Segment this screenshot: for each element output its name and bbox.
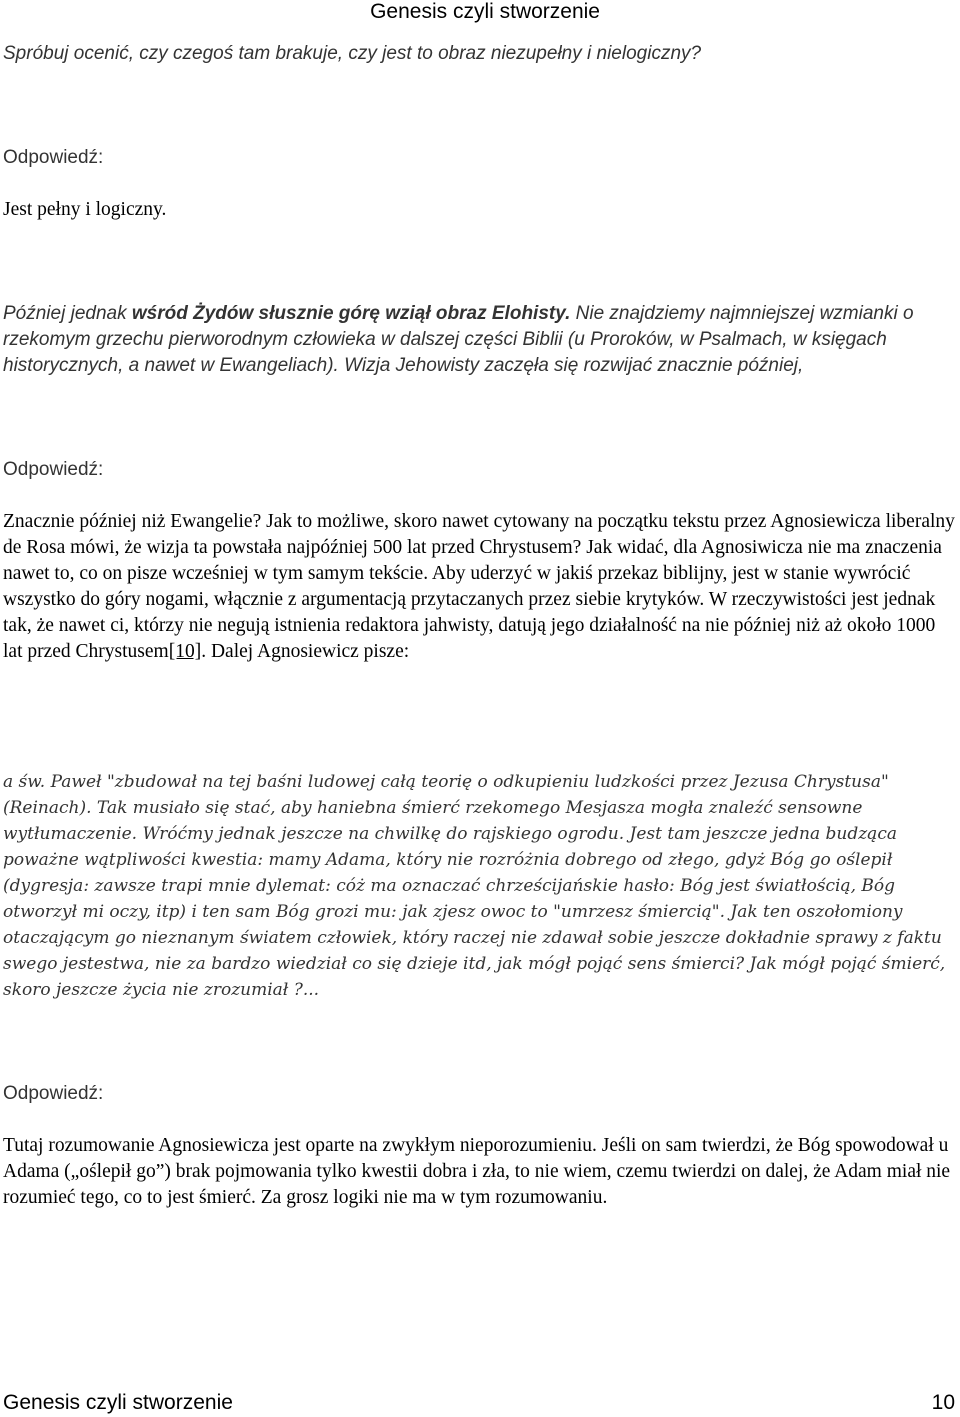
quote-2-rest: Nie znajdziemy najmniejszej wzmianki o rzekomym grzechu pierworodnym człowieka w dalszej części Biblii (u Proroków, w Psalmach, w księgach historycznych, a nawet w Ewangeliach). Wizja Jehowisty zaczęła się rozwijać znacznie później, — [3, 303, 914, 376]
answer-label-1: Odpowiedź: — [3, 147, 104, 168]
quote-2 — [3, 301, 955, 379]
answer-3: Tutaj rozumowanie Agnosiewicza jest oparte na zwykłym nieporozumieniu. Jeśli on sam twierdzi, że Bóg spowodował u Adama („oślepił go”) brak pojmowania tylko kwestii dobra i zła, to nie wiem, czemu twierdzi on dalej, że Adam miał nie rozumieć tego, co to jest śmierć. Za grosz logiki nie ma w tym rozumowaniu. — [3, 1135, 951, 1208]
page-header — [0, 0, 960, 24]
quote-2-lead: Później jednak — [3, 303, 132, 324]
quote-1: Spróbuj ocenić, czy czegoś tam brakuje, czy jest to obraz niezupełny i nielogiczny? — [3, 43, 702, 64]
answer-1: Jest pełny i logiczny. — [3, 199, 167, 220]
answer-2-tail: . Dalej Agnosiewicz pisze: — [201, 641, 410, 662]
footnote-link[interactable]: [10] — [168, 641, 202, 662]
answer-2-text: Znacznie później niż Ewangelie? Jak to możliwe, skoro nawet cytowany na początku tekstu przez Agnosiewicza liberalny de Rosa mówi, że wizja ta powstała najpóźniej 500 lat przed Chrystusem? Jak widać, dla Agnosiwicza nie ma znaczenia nawet to, co on pisze wcześniej w tym samym tekście. Aby uderzyć w jakiś przekaz biblijny, jest w stanie wywrócić wszystko do góry nogami, włącznie z argumentacją przytaczanych przez siebie krytyków. W rzeczywistości jest jednak tak, że nawet ci, którzy nie negują istnienia redaktora jahwisty, datują jego działalność na nie później niż aż około 1000 lat przed Chrystusem — [3, 511, 955, 662]
quote-2-bold: wśród Żydów słusznie górę wziął obraz Elohisty. — [131, 303, 571, 324]
answer-label-3: Odpowiedź: — [3, 1083, 104, 1104]
page-number: 10 — [931, 1391, 955, 1414]
page-footer — [3, 1390, 955, 1416]
answer-2 — [3, 509, 955, 665]
header-title: Genesis czyli stworzenie — [370, 0, 600, 23]
answer-label-2: Odpowiedź: — [3, 459, 104, 480]
quote-3: a św. Paweł "zbudował na tej baśni ludowej całą teorię o odkupieniu ludzkości przez Jezusa Chrystusa" (Reinach). Tak musiało się stać, aby haniebna śmierć rzekomego Mesjasza mogła znaleźć sensowne wytłumaczenie. Wróćmy jednak jeszcze na chwilkę do rajskiego ogrodu. Jest tam jeszcze jedna budząca poważne wątpliwości kwestia: mamy Adama, który nie rozróżnia dobrego od złego, gdyż Bóg go oślepił (dygresja: zawsze trapi mnie dylemat: cóż ma oznaczać chrześcijańskie hasło: Bóg jest światłością, Bóg otworzył mi oczy, itp) i ten sam Bóg grozi mu: jak zjesz owoc to "umrzesz śmiercią". Jak ten oszołomiony otaczającym go nieznanym światem człowiek, który raczej nie zdawał sobie jeszcze dokładnie sprawy z faktu swego jestestwa, nie za bardzo wiedział co się dzieje itd, jak mógł pojąć sens śmierci? Jak mógł pojąć śmierć, skoro jeszcze życia nie zrozumiał ?... — [3, 772, 946, 1000]
footer-title: Genesis czyli stworzenie — [3, 1391, 233, 1414]
